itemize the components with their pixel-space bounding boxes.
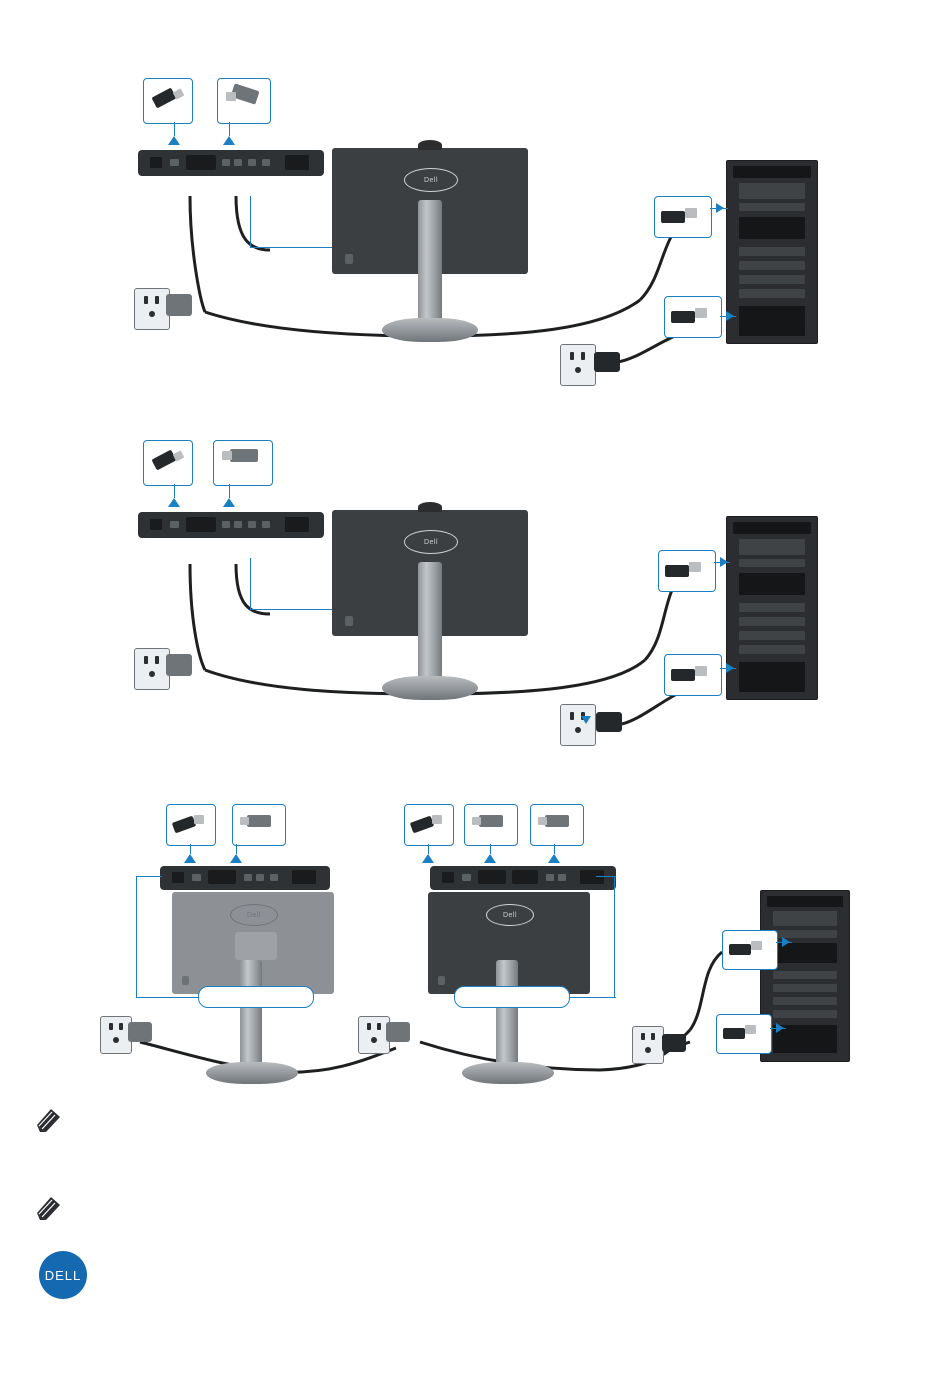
dell-brand-badge: [39, 1251, 87, 1299]
hdmi-plug-icon: [665, 565, 689, 577]
tower-expansion-slot-1: [739, 247, 805, 256]
desktop-tower: [760, 890, 850, 1062]
callout-arrow-2: [223, 498, 235, 507]
displayport-plug-tip-icon: [685, 208, 697, 218]
outlet-arrow: [581, 716, 591, 724]
figure-2: [0, 368, 950, 768]
monitor2-io-port-usb-a-2[interactable]: [558, 874, 566, 881]
monitor2-power-button[interactable]: [438, 976, 445, 985]
monitor1-io-port-usb-a-2[interactable]: [256, 874, 264, 881]
io-port-rj45[interactable]: [285, 517, 309, 532]
monitor2-power-callout[interactable]: [404, 804, 454, 846]
outlet-hole-1: [570, 712, 574, 720]
monitor1-io-port-usb-c[interactable]: [192, 874, 201, 881]
displayport-plug-icon: [545, 815, 569, 827]
callout-arrow-2: [223, 136, 235, 145]
usb-c-plug-icon: [151, 450, 176, 471]
monitor1-callout-leader-2: [236, 844, 237, 854]
tower-displayport-callout[interactable]: [722, 930, 778, 970]
wall-outlet-right: [560, 704, 596, 746]
power-plug-tip-icon: [745, 1025, 756, 1034]
outlet-hole-2: [651, 1033, 655, 1040]
monitor-webcam: [418, 140, 442, 150]
monitor1-dell-logo: [230, 904, 278, 926]
tower-top-vent: [767, 896, 843, 907]
tower-expansion-slot-2: [739, 617, 805, 626]
monitor1-slot-leader-vertical: [136, 876, 137, 998]
monitor1-io-port-dp-out[interactable]: [208, 870, 236, 884]
callout-connector-2: [229, 484, 230, 498]
note-1: [34, 1104, 64, 1134]
outlet-hole-1: [641, 1033, 645, 1040]
power-plug-tip-icon: [695, 308, 707, 318]
monitor2-displayport-out-callout[interactable]: [530, 804, 584, 846]
io-port-dp[interactable]: [186, 155, 216, 170]
tower-bottom-vent: [739, 306, 805, 336]
monitor1-io-port-usb-a-1[interactable]: [244, 874, 252, 881]
monitor2-dell-logo: [486, 904, 534, 926]
hdmi-plug-icon: [230, 449, 258, 462]
outlet-hole-1: [144, 656, 148, 664]
tower-optical-drive: [739, 183, 805, 199]
usb-c-cable-callout[interactable]: [143, 78, 193, 124]
monitor2-io-port-dp-out[interactable]: [512, 870, 538, 884]
io-port-usb-c[interactable]: [170, 159, 179, 166]
monitor2-io-port-dp-in[interactable]: [478, 870, 506, 884]
displayport-plug-tip-icon: [226, 92, 236, 101]
power-plug-tip-icon: [194, 815, 204, 824]
callout-connector-2: [229, 122, 230, 136]
figure-3: [0, 780, 950, 1110]
monitor2-callout-leader-3: [554, 844, 555, 854]
outlet-ground: [371, 1037, 377, 1043]
monitor-stand-neck: [418, 562, 442, 688]
monitor-webcam: [418, 502, 442, 512]
tower-expansion-slot-2: [773, 984, 837, 992]
power-plug-2: [386, 1022, 410, 1042]
monitor2-slot-leader-bottom: [566, 997, 616, 998]
hdmi-plug-tip-icon: [222, 451, 232, 460]
power-plug-1: [128, 1022, 152, 1042]
monitor-power-button[interactable]: [345, 254, 353, 264]
callout-arrow-1: [168, 498, 180, 507]
io-port-usb-a-4[interactable]: [262, 159, 270, 166]
note-pencil-icon: [34, 1192, 64, 1222]
power-plug-tip-icon: [432, 815, 442, 824]
monitor1-stand-neck: [240, 960, 262, 1068]
monitor2-stand-neck: [496, 960, 518, 1068]
displayport-plug-tip-icon: [472, 817, 481, 825]
monitor2-callout-leader-2: [490, 844, 491, 854]
tower-top-vent: [733, 166, 811, 178]
power-plug-right: [596, 712, 622, 732]
displayport-plug-tip-icon: [751, 941, 762, 950]
outlet-hole-1: [570, 352, 574, 360]
monitor2-io-port-usb-c[interactable]: [462, 874, 471, 881]
monitor1-vesa-plate: [235, 932, 277, 960]
monitor-power-button[interactable]: [345, 616, 353, 626]
outlet-ground: [575, 727, 581, 733]
tower-callout-arrow-1: [720, 557, 728, 567]
outlet-hole-2: [155, 656, 159, 664]
note-2: [34, 1192, 64, 1222]
monitor1-io-port-usb-a-3[interactable]: [270, 874, 278, 881]
tower-expansion-slot-1: [773, 971, 837, 979]
power-plug-left: [166, 654, 192, 676]
tower-drive-bay: [739, 559, 805, 567]
tower-callout-arrow-1: [716, 203, 724, 213]
tower-expansion-slot-4: [739, 645, 805, 654]
tower-power-callout[interactable]: [664, 296, 722, 338]
monitor1-callout-arrow-1: [184, 854, 196, 863]
outlet-ground: [149, 671, 155, 677]
io-port-usb-a-3[interactable]: [248, 159, 256, 166]
displayport-plug-tip-icon: [240, 817, 249, 825]
displayport-plug-icon: [729, 944, 751, 955]
monitor2-displayport-in-callout[interactable]: [464, 804, 518, 846]
power-plug-tip-icon: [695, 666, 707, 676]
power-plug-icon: [723, 1028, 745, 1039]
monitor2-slot-leader-top: [596, 876, 616, 877]
outlet-hole-1: [109, 1023, 113, 1030]
monitor2-cable-slot-callout[interactable]: [454, 986, 570, 1008]
monitor1-io-port-rj45[interactable]: [292, 870, 316, 884]
monitor-dell-logo-text: Dell: [423, 176, 439, 184]
displayport-plug-icon: [247, 815, 271, 827]
wall-outlet-3: [632, 1026, 664, 1064]
tower-callout-arrow-2: [776, 1023, 784, 1033]
monitor1-power-callout[interactable]: [166, 804, 216, 846]
outlet-hole-1: [367, 1023, 371, 1030]
power-plug-icon: [410, 816, 434, 834]
monitor2-slot-leader-vertical: [614, 876, 615, 998]
tower-callout-arrow-2: [726, 663, 734, 673]
tower-displayport-callout[interactable]: [654, 196, 712, 238]
tower-optical-drive: [773, 911, 837, 926]
power-plug-left: [166, 294, 192, 316]
monitor1-stand-base: [206, 1062, 298, 1084]
outlet-hole-2: [581, 352, 585, 360]
monitor1-slot-leader-top: [136, 876, 162, 877]
monitor1-cable-slot-callout[interactable]: [198, 986, 314, 1008]
io-port-hdmi[interactable]: [186, 517, 216, 532]
wall-outlet-left: [134, 648, 170, 690]
io-port-usb-a-2[interactable]: [234, 521, 242, 528]
monitor-stand-base: [382, 676, 478, 700]
tower-callout-arrow-2: [726, 311, 734, 321]
desktop-tower: [726, 516, 818, 700]
monitor-dell-logo-text: Dell: [423, 538, 439, 546]
power-plug-3: [662, 1034, 686, 1052]
tower-power-callout[interactable]: [664, 654, 722, 696]
monitor2-dell-logo-text: Dell: [502, 911, 518, 919]
monitor1-dell-logo-text: Dell: [246, 911, 262, 919]
usb-c-plug-icon: [151, 88, 176, 109]
monitor1-io-port-power[interactable]: [172, 872, 184, 883]
tower-bottom-vent: [739, 662, 805, 692]
dell-brand-badge-text: DELL: [44, 1267, 82, 1283]
tower-expansion-slot-1: [739, 603, 805, 612]
monitor-dell-logo: [404, 168, 458, 192]
figure-1: [0, 0, 950, 410]
tower-expansion-slot-3: [739, 631, 805, 640]
monitor1-displayport-out-callout[interactable]: [232, 804, 286, 846]
outlet-hole-2: [155, 296, 159, 304]
monitor-stand-base: [382, 318, 478, 342]
callout-leader-vertical: [250, 558, 251, 610]
hdmi-plug-tip-icon: [689, 562, 701, 572]
displayport-cable-callout[interactable]: [217, 78, 271, 124]
monitor2-io-port-usb-a-1[interactable]: [546, 874, 554, 881]
tower-hdmi-callout[interactable]: [658, 550, 716, 592]
callout-arrow-1: [168, 136, 180, 145]
tower-expansion-slot-3: [739, 275, 805, 284]
monitor2-callout-arrow-1: [422, 854, 434, 863]
outlet-hole-2: [377, 1023, 381, 1030]
outlet-hole-1: [144, 296, 148, 304]
io-port-power[interactable]: [150, 157, 162, 168]
monitor1-callout-arrow-2: [230, 854, 242, 863]
desktop-tower: [726, 160, 818, 344]
io-port-power[interactable]: [150, 519, 162, 530]
outlet-hole-2: [119, 1023, 123, 1030]
io-port-usb-a-1[interactable]: [222, 159, 230, 166]
callout-connector-1: [174, 484, 175, 498]
displayport-plug-icon: [479, 815, 503, 827]
outlet-ground: [113, 1037, 119, 1043]
tower-top-vent: [733, 522, 811, 534]
io-port-usb-a-2[interactable]: [234, 159, 242, 166]
monitor2-callout-arrow-2: [484, 854, 496, 863]
tower-drive-bay: [739, 203, 805, 211]
power-plug-icon: [671, 669, 695, 681]
wall-outlet-left: [134, 288, 170, 330]
tower-optical-drive: [739, 539, 805, 555]
callout-connector-1: [174, 122, 175, 136]
displayport-plug-icon: [661, 211, 685, 223]
monitor2-callout-leader-1: [428, 844, 429, 854]
tower-expansion-slot-3: [773, 997, 837, 1005]
monitor-stand-neck: [418, 200, 442, 330]
note-pencil-icon: [34, 1104, 64, 1134]
hdmi-cable-callout[interactable]: [213, 440, 273, 486]
tower-power-callout[interactable]: [716, 1014, 772, 1054]
tower-expansion-slot-4: [773, 1010, 837, 1018]
io-port-usb-a-3[interactable]: [248, 521, 256, 528]
tower-io-panel: [739, 217, 805, 239]
monitor2-io-port-power[interactable]: [442, 872, 454, 883]
monitor-dell-logo: [404, 530, 458, 554]
callout-leader-vertical: [250, 196, 251, 248]
power-plug-icon: [172, 816, 196, 834]
tower-callout-arrow-1: [782, 937, 790, 947]
io-port-rj45[interactable]: [285, 155, 309, 170]
outlet-ground: [645, 1047, 651, 1053]
monitor2-stand-base: [462, 1062, 554, 1084]
monitor1-callout-leader-1: [190, 844, 191, 854]
monitor1-power-button[interactable]: [182, 976, 189, 985]
io-port-usb-a-1[interactable]: [222, 521, 230, 528]
io-port-usb-c[interactable]: [170, 521, 179, 528]
power-plug-icon: [671, 311, 695, 323]
tower-expansion-slot-2: [739, 261, 805, 270]
displayport-plug-tip-icon: [538, 817, 547, 825]
monitor1-slot-leader-bottom: [136, 997, 200, 998]
outlet-ground: [149, 311, 155, 317]
io-port-usb-a-4[interactable]: [262, 521, 270, 528]
usb-c-cable-callout[interactable]: [143, 440, 193, 486]
tower-expansion-slot-4: [739, 289, 805, 298]
tower-io-panel: [739, 573, 805, 595]
monitor2-callout-arrow-3: [548, 854, 560, 863]
